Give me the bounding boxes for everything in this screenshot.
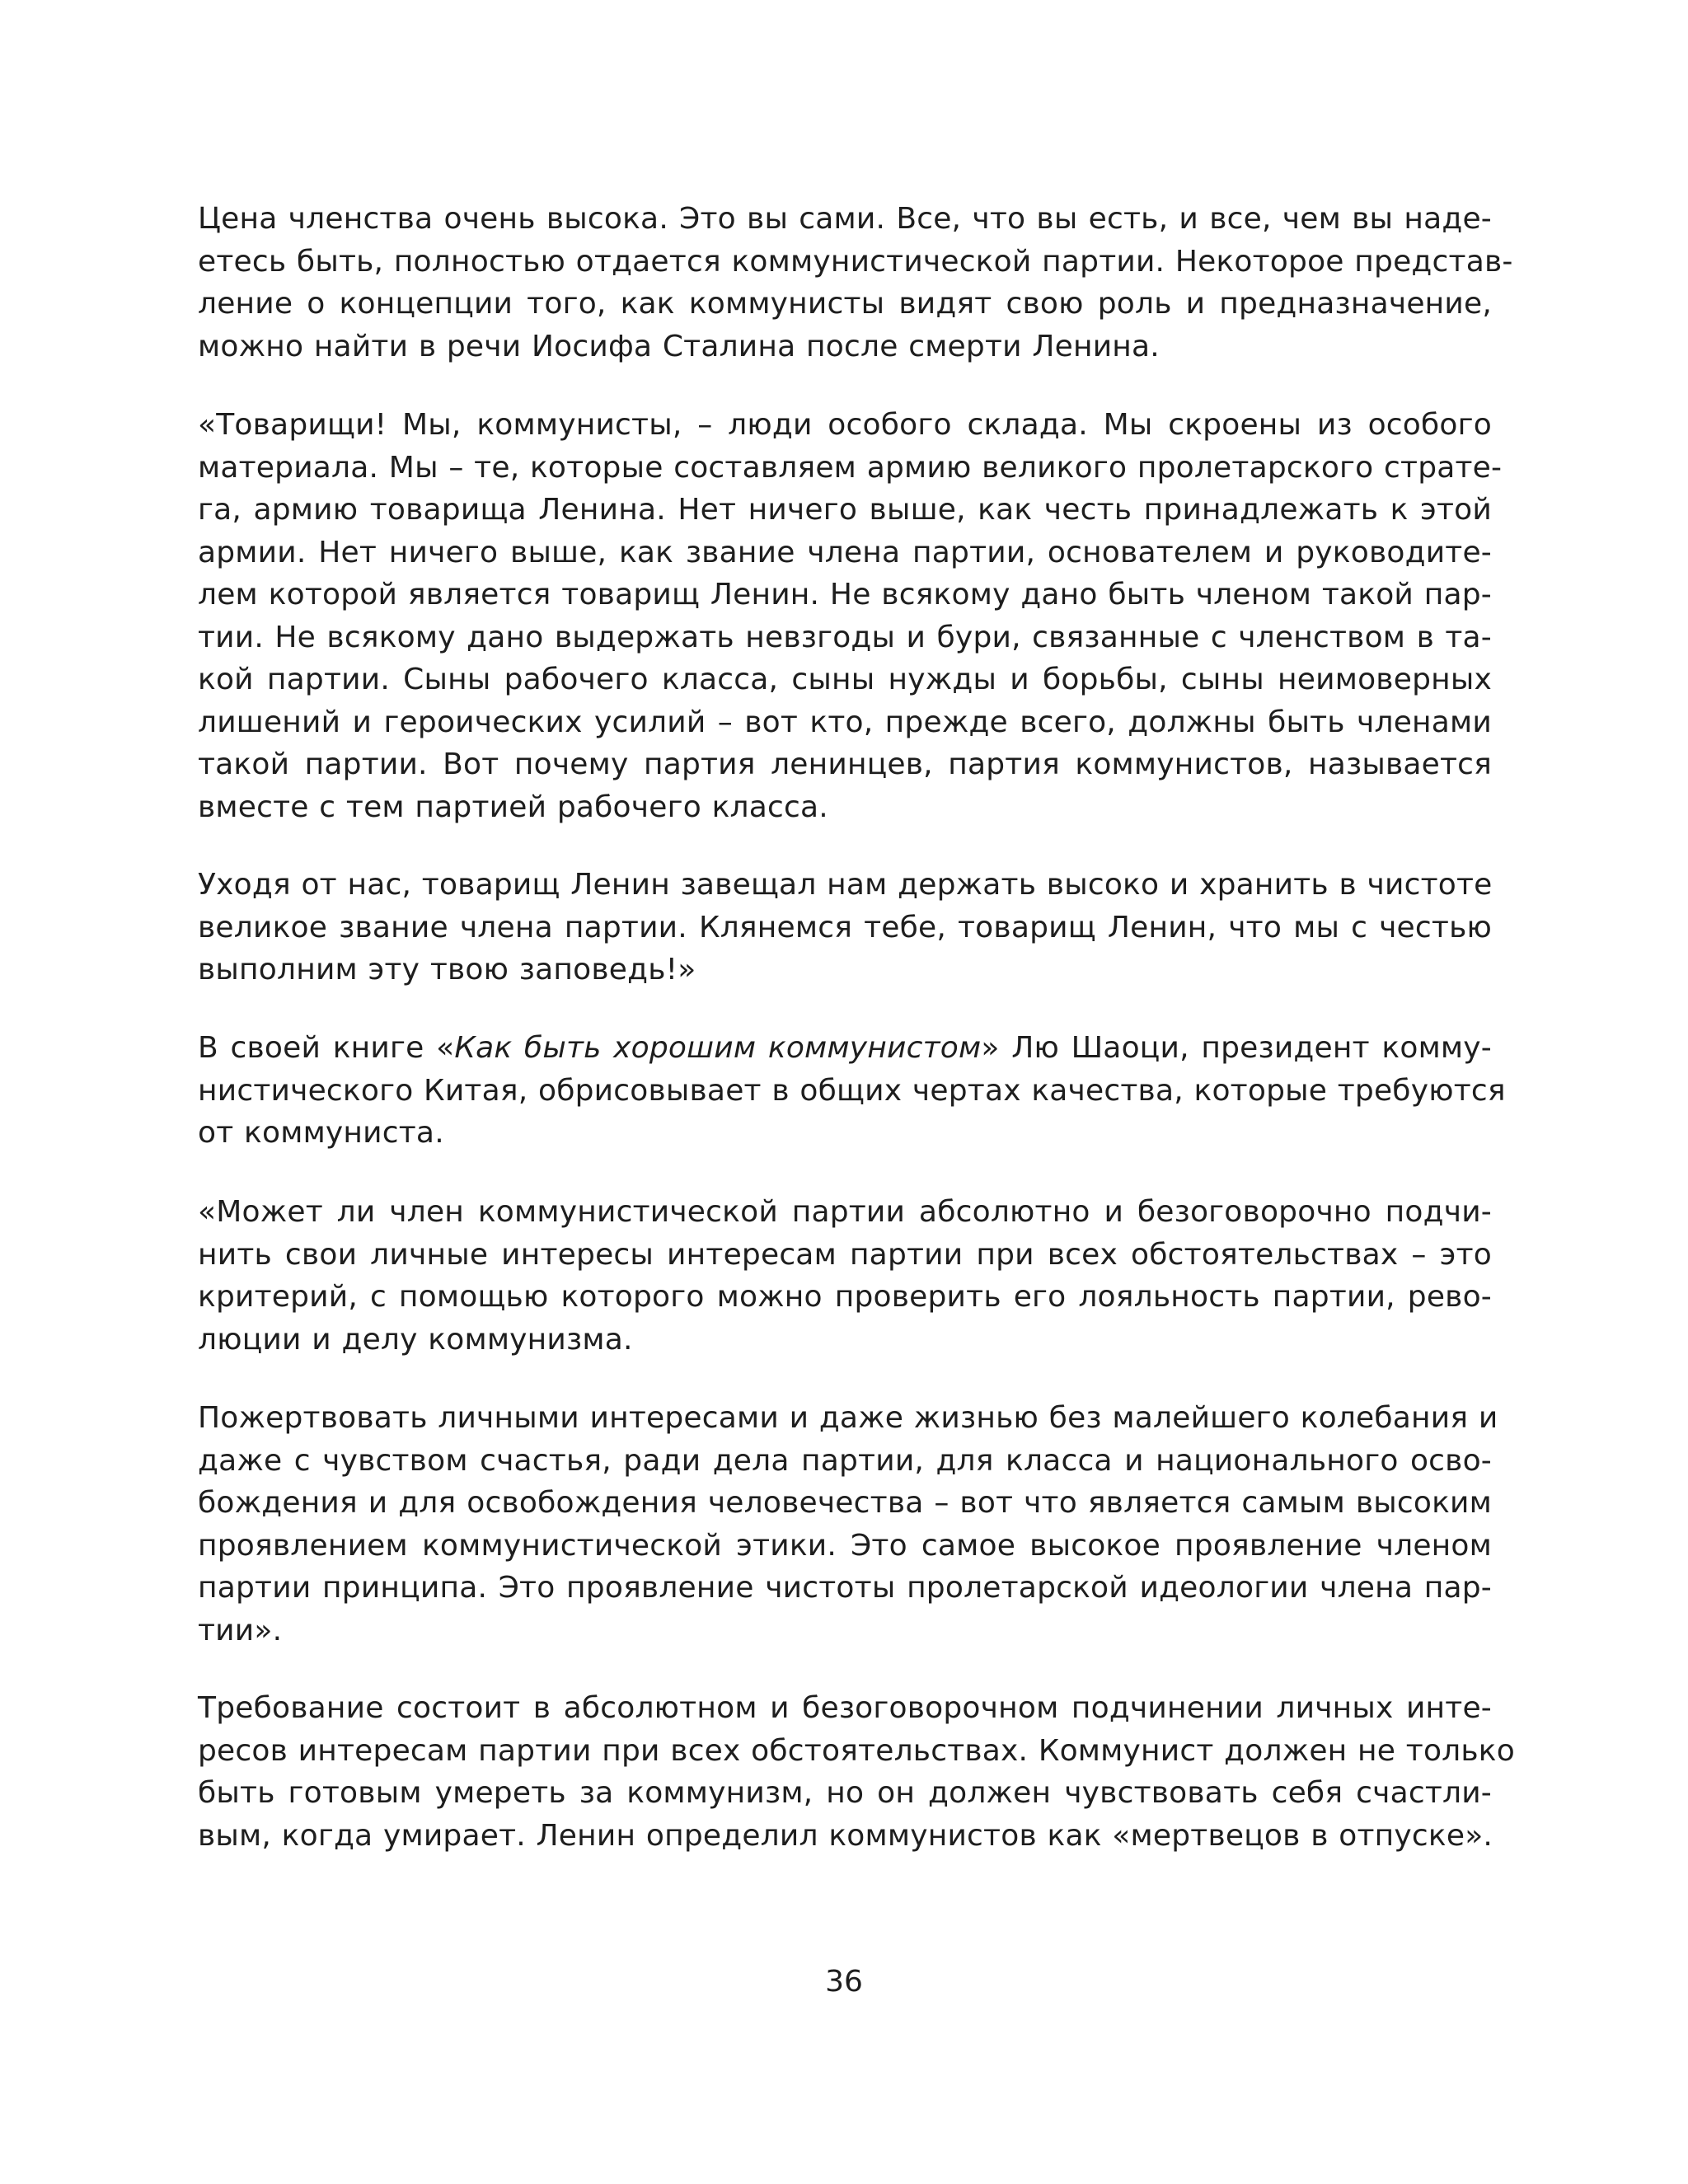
text-line: нить свои личные интересы интересам партии при всех обстоятельствах – это xyxy=(198,1237,1492,1272)
text-line: вым, когда умирает. Ленин определил коммунистов как «мертвецов в отпуске». xyxy=(198,1818,1493,1853)
text-line: лем которой является товарищ Ленин. Не всякому дано быть членом такой пар- xyxy=(198,578,1492,612)
text-line: «Товарищи! Мы, коммунисты, – люди особого склада. Мы скроены из особого xyxy=(198,408,1492,442)
text-line: тии. Не всякому дано выдержать невзгоды и бури, связанные с членством в та- xyxy=(198,620,1492,654)
text-line: Требование состоит в абсолютном и безоговорочном подчинении личных инте- xyxy=(198,1691,1492,1725)
text-line: выполним эту твою заповедь!» xyxy=(198,953,696,987)
text-line: Уходя от нас, товарищ Ленин завещал нам держать высоко и хранить в чистоте xyxy=(198,868,1493,902)
text-line: етесь быть, полностью отдается коммунистической партии. Некоторое представ- xyxy=(198,244,1513,279)
text-line: Пожертвовать личными интересами и даже жизнью без малейшего колебания и xyxy=(198,1401,1498,1435)
text-line: великое звание члена партии. Клянемся тебе, товарищ Ленин, что мы с честью xyxy=(198,910,1492,944)
text-line: га, армию товарища Ленина. Нет ничего выше, как честь принадлежать к этой xyxy=(198,493,1492,527)
text-line: быть готовым умереть за коммунизм, но он должен чувствовать себя счастли- xyxy=(198,1776,1492,1810)
text-fragment: » Лю Шаоци, президент комму- xyxy=(981,1031,1492,1065)
paragraph-6 xyxy=(198,1397,1498,1652)
text-line: даже с чувством счастья, ради дела партии, для класса и национального осво- xyxy=(198,1443,1492,1478)
text-line: бождения и для освобождения человечества – вот что является самым высоким xyxy=(198,1486,1492,1520)
text-line xyxy=(198,1027,1492,1070)
text-line: от коммуниста. xyxy=(198,1116,444,1150)
text-line: кой партии. Сыны рабочего класса, сыны нужды и борьбы, сыны неимоверных xyxy=(198,663,1492,696)
text-line: нистического Китая, обрисовывает в общих чертах качества, которые требуются xyxy=(198,1073,1506,1108)
text-line: люции и делу коммунизма. xyxy=(198,1322,633,1357)
page-number: 36 xyxy=(825,1965,863,1999)
text-line: вместе с тем партией рабочего класса. xyxy=(198,790,828,824)
text-line: армии. Нет ничего выше, как звание члена партии, основателем и руководите- xyxy=(198,535,1492,569)
text-line: ление о концепции того, как коммунисты видят свою роль и предназначение, xyxy=(198,287,1492,321)
text-line: Цена членства очень высока. Это вы сами. Все, что вы есть, и все, чем вы наде- xyxy=(198,202,1492,236)
text-line: такой партии. Вот почему партия ленинцев, партия коммунистов, называется xyxy=(198,748,1492,781)
text-line: лишений и героических усилий – вот кто, прежде всего, должны быть членами xyxy=(198,705,1492,739)
text-fragment: В своей книге « xyxy=(198,1031,455,1065)
text-line: материала. Мы – те, которые составляем армию великого пролетарского страте- xyxy=(198,450,1503,485)
paragraph-1 xyxy=(198,198,1513,368)
paragraph-4 xyxy=(198,1027,1506,1155)
text-line: критерий, с помощью которого можно проверить его лояльность партии, рево- xyxy=(198,1280,1492,1314)
text-line: ресов интересам партии при всех обстоятельствах. Коммунист должен не только xyxy=(198,1733,1515,1768)
text-line: партии принципа. Это проявление чистоты пролетарской идеологии члена пар- xyxy=(198,1571,1492,1605)
paragraph-2 xyxy=(198,404,1503,828)
book-title: Как быть хорошим коммунистом xyxy=(454,1031,982,1065)
text-line: можно найти в речи Иосифа Сталина после смерти Ленина. xyxy=(198,329,1160,363)
paragraph-7 xyxy=(198,1687,1515,1857)
paragraph-5 xyxy=(198,1191,1492,1361)
text-line: «Может ли член коммунистической партии абсолютно и безоговорочно подчи- xyxy=(198,1195,1492,1229)
text-line: тии». xyxy=(198,1613,283,1647)
paragraph-3 xyxy=(198,864,1492,991)
text-line: проявлением коммунистической этики. Это самое высокое проявление членом xyxy=(198,1528,1492,1563)
